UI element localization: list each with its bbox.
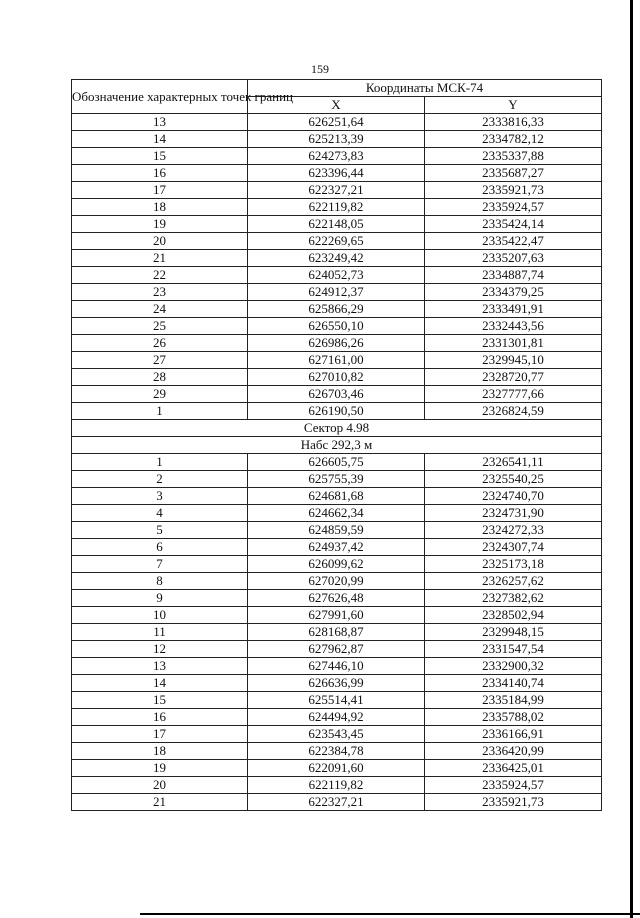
point-number-cell: 21 (72, 794, 248, 811)
section-2-rows (72, 454, 602, 811)
y-coordinate-cell: 2324731,90 (425, 505, 602, 522)
point-number-cell: 6 (72, 539, 248, 556)
point-number-cell: 13 (72, 114, 248, 131)
y-coordinate-cell: 2336420,99 (425, 743, 602, 760)
table-row (72, 505, 602, 522)
table-row (72, 777, 602, 794)
table-row (72, 607, 602, 624)
point-number-cell: 24 (72, 301, 248, 318)
table-row (72, 233, 602, 250)
point-number-cell: 11 (72, 624, 248, 641)
page-edge-bottom (140, 913, 640, 915)
y-coordinate-cell: 2332443,56 (425, 318, 602, 335)
x-coordinate-cell: 626251,64 (248, 114, 425, 131)
point-number-cell: 18 (72, 199, 248, 216)
table-row (72, 522, 602, 539)
table-row (72, 165, 602, 182)
table-row (72, 709, 602, 726)
y-coordinate-cell: 2326257,62 (425, 573, 602, 590)
table-row (72, 624, 602, 641)
x-coordinate-cell: 627020,99 (248, 573, 425, 590)
table-row (72, 267, 602, 284)
x-coordinate-cell: 624052,73 (248, 267, 425, 284)
table-row (72, 488, 602, 505)
x-coordinate-cell: 625514,41 (248, 692, 425, 709)
table-row (72, 556, 602, 573)
y-coordinate-cell: 2336166,91 (425, 726, 602, 743)
x-header: X (248, 97, 425, 114)
table-row (72, 148, 602, 165)
point-number-cell: 21 (72, 250, 248, 267)
x-coordinate-cell: 622091,60 (248, 760, 425, 777)
page-number: 159 (311, 62, 329, 76)
table-row (72, 692, 602, 709)
point-number-cell: 14 (72, 131, 248, 148)
x-coordinate-cell: 627991,60 (248, 607, 425, 624)
y-header: Y (425, 97, 602, 114)
table-header (72, 80, 602, 114)
x-coordinate-cell: 622148,05 (248, 216, 425, 233)
y-coordinate-cell: 2329948,15 (425, 624, 602, 641)
x-coordinate-cell: 624494,92 (248, 709, 425, 726)
y-coordinate-cell: 2335924,57 (425, 199, 602, 216)
x-coordinate-cell: 625866,29 (248, 301, 425, 318)
y-coordinate-cell: 2335207,63 (425, 250, 602, 267)
y-coordinate-cell: 2334140,74 (425, 675, 602, 692)
y-coordinate-cell: 2331301,81 (425, 335, 602, 352)
point-number-cell: 10 (72, 607, 248, 624)
y-coordinate-cell: 2335422,47 (425, 233, 602, 250)
table-row (72, 386, 602, 403)
y-coordinate-cell: 2325173,18 (425, 556, 602, 573)
table-row (72, 250, 602, 267)
table-row (72, 641, 602, 658)
point-number-cell: 27 (72, 352, 248, 369)
y-coordinate-cell: 2335921,73 (425, 182, 602, 199)
x-coordinate-cell: 625213,39 (248, 131, 425, 148)
point-number-cell: 5 (72, 522, 248, 539)
point-number-cell: 7 (72, 556, 248, 573)
page-edge-right (630, 0, 633, 918)
y-coordinate-cell: 2335788,02 (425, 709, 602, 726)
point-number-cell: 16 (72, 709, 248, 726)
x-coordinate-cell: 624273,83 (248, 148, 425, 165)
x-coordinate-cell: 625755,39 (248, 471, 425, 488)
point-number-cell: 20 (72, 777, 248, 794)
point-number-cell: 14 (72, 675, 248, 692)
x-coordinate-cell: 624681,68 (248, 488, 425, 505)
point-number-cell: 17 (72, 726, 248, 743)
x-coordinate-cell: 626550,10 (248, 318, 425, 335)
point-number-cell: 16 (72, 165, 248, 182)
point-number-cell: 19 (72, 760, 248, 777)
table-row (72, 539, 602, 556)
y-coordinate-cell: 2334887,74 (425, 267, 602, 284)
sector-heading (72, 420, 602, 454)
y-coordinate-cell: 2324740,70 (425, 488, 602, 505)
table-row (72, 471, 602, 488)
y-coordinate-cell: 2332900,32 (425, 658, 602, 675)
x-coordinate-cell: 623249,42 (248, 250, 425, 267)
y-coordinate-cell: 2334379,25 (425, 284, 602, 301)
y-coordinate-cell: 2328502,94 (425, 607, 602, 624)
point-number-cell: 8 (72, 573, 248, 590)
point-number-cell: 28 (72, 369, 248, 386)
x-coordinate-cell: 622327,21 (248, 794, 425, 811)
y-coordinate-cell: 2335921,73 (425, 794, 602, 811)
sector-subtitle: Набс 292,3 м (72, 437, 602, 454)
point-number-cell: 4 (72, 505, 248, 522)
x-coordinate-cell: 622384,78 (248, 743, 425, 760)
x-coordinate-cell: 628168,87 (248, 624, 425, 641)
x-coordinate-cell: 626636,99 (248, 675, 425, 692)
x-coordinate-cell: 627626,48 (248, 590, 425, 607)
point-number-cell: 1 (72, 403, 248, 420)
x-coordinate-cell: 624662,34 (248, 505, 425, 522)
y-coordinate-cell: 2334782,12 (425, 131, 602, 148)
sector-title: Сектор 4.98 (72, 420, 602, 437)
y-coordinate-cell: 2327777,66 (425, 386, 602, 403)
y-coordinate-cell: 2326824,59 (425, 403, 602, 420)
x-coordinate-cell: 627962,87 (248, 641, 425, 658)
x-coordinate-cell: 624859,59 (248, 522, 425, 539)
section-1-rows (72, 114, 602, 420)
y-coordinate-cell: 2333816,33 (425, 114, 602, 131)
x-coordinate-cell: 626099,62 (248, 556, 425, 573)
point-number-cell: 1 (72, 454, 248, 471)
point-number-cell: 23 (72, 284, 248, 301)
point-header: Обозначение характерных точек границ (72, 80, 248, 114)
y-coordinate-cell: 2335337,88 (425, 148, 602, 165)
point-number-cell: 17 (72, 182, 248, 199)
point-number-cell: 18 (72, 743, 248, 760)
table-row (72, 454, 602, 471)
y-coordinate-cell: 2326541,11 (425, 454, 602, 471)
table-row (72, 573, 602, 590)
y-coordinate-cell: 2329945,10 (425, 352, 602, 369)
table-row (72, 131, 602, 148)
table-row (72, 675, 602, 692)
point-number-cell: 3 (72, 488, 248, 505)
x-coordinate-cell: 622119,82 (248, 777, 425, 794)
x-coordinate-cell: 627010,82 (248, 369, 425, 386)
x-coordinate-cell: 627161,00 (248, 352, 425, 369)
x-coordinate-cell: 624937,42 (248, 539, 425, 556)
point-number-cell: 12 (72, 641, 248, 658)
coordinates-table (71, 79, 602, 811)
x-coordinate-cell: 626703,46 (248, 386, 425, 403)
point-number-cell: 15 (72, 148, 248, 165)
y-coordinate-cell: 2333491,91 (425, 301, 602, 318)
table-row (72, 114, 602, 131)
y-coordinate-cell: 2324272,33 (425, 522, 602, 539)
point-number-cell: 9 (72, 590, 248, 607)
point-number-cell: 29 (72, 386, 248, 403)
table-row (72, 743, 602, 760)
y-coordinate-cell: 2336425,01 (425, 760, 602, 777)
y-coordinate-cell: 2324307,74 (425, 539, 602, 556)
table-row (72, 318, 602, 335)
y-coordinate-cell: 2331547,54 (425, 641, 602, 658)
table-row (72, 335, 602, 352)
y-coordinate-cell: 2335687,27 (425, 165, 602, 182)
point-number-cell: 13 (72, 658, 248, 675)
y-coordinate-cell: 2328720,77 (425, 369, 602, 386)
table-row (72, 726, 602, 743)
point-number-cell: 26 (72, 335, 248, 352)
x-coordinate-cell: 622327,21 (248, 182, 425, 199)
x-coordinate-cell: 622119,82 (248, 199, 425, 216)
point-number-cell: 2 (72, 471, 248, 488)
table-row (72, 794, 602, 811)
x-coordinate-cell: 623396,44 (248, 165, 425, 182)
x-coordinate-cell: 626986,26 (248, 335, 425, 352)
point-number-cell: 20 (72, 233, 248, 250)
table-row (72, 403, 602, 420)
y-coordinate-cell: 2325540,25 (425, 471, 602, 488)
table-row (72, 199, 602, 216)
table-row (72, 216, 602, 233)
y-coordinate-cell: 2335924,57 (425, 777, 602, 794)
x-coordinate-cell: 623543,45 (248, 726, 425, 743)
table-row (72, 590, 602, 607)
point-number-cell: 15 (72, 692, 248, 709)
x-coordinate-cell: 624912,37 (248, 284, 425, 301)
y-coordinate-cell: 2327382,62 (425, 590, 602, 607)
x-coordinate-cell: 627446,10 (248, 658, 425, 675)
x-coordinate-cell: 626605,75 (248, 454, 425, 471)
table-row (72, 760, 602, 777)
point-number-cell: 22 (72, 267, 248, 284)
x-coordinate-cell: 622269,65 (248, 233, 425, 250)
point-number-cell: 19 (72, 216, 248, 233)
table-row (72, 352, 602, 369)
table-row (72, 658, 602, 675)
table-row (72, 369, 602, 386)
table-row (72, 284, 602, 301)
y-coordinate-cell: 2335184,99 (425, 692, 602, 709)
point-number-cell: 25 (72, 318, 248, 335)
x-coordinate-cell: 626190,50 (248, 403, 425, 420)
table-row (72, 301, 602, 318)
y-coordinate-cell: 2335424,14 (425, 216, 602, 233)
table-row (72, 182, 602, 199)
coords-header: Координаты МСК-74 (248, 80, 602, 97)
